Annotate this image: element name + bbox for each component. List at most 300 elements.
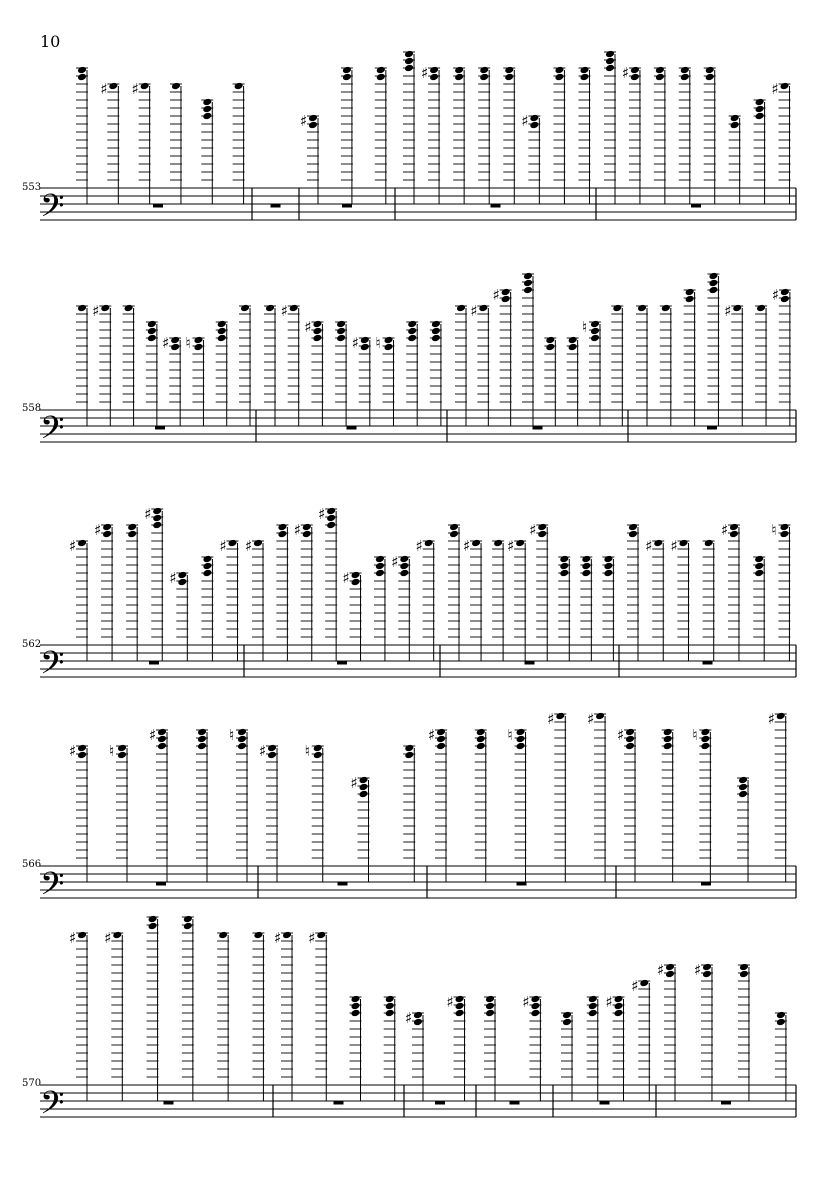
notehead	[581, 569, 591, 578]
measure-number-system-4: 566	[22, 859, 42, 870]
notehead	[385, 1002, 395, 1011]
sharp-icon: ♯	[693, 961, 702, 979]
notehead	[663, 742, 673, 751]
natural-icon: ♮	[304, 742, 311, 760]
notehead	[359, 790, 369, 799]
notehead	[282, 931, 292, 940]
sharp-icon: ♯	[131, 80, 139, 98]
notehead	[776, 1018, 786, 1027]
sharp-icon: ♯	[645, 537, 653, 555]
sharp-icon: ♯	[657, 961, 665, 979]
notehead	[237, 742, 247, 751]
sharp-icon: ♯	[308, 929, 316, 947]
notehead	[555, 712, 565, 721]
sharp-icon: ♯	[587, 710, 595, 728]
notehead	[456, 304, 466, 313]
notehead	[730, 114, 740, 123]
notehead	[217, 334, 227, 343]
sharp-icon: ♯	[245, 537, 253, 555]
bass-clef-icon: 𝄢	[40, 187, 65, 232]
notehead	[515, 539, 525, 548]
whole-rest	[721, 1101, 731, 1105]
bass-clef-icon: 𝄢	[40, 865, 65, 910]
notehead	[217, 320, 227, 329]
notehead	[375, 569, 385, 578]
notehead	[529, 121, 539, 130]
notehead	[588, 1009, 598, 1018]
notehead	[385, 1009, 395, 1018]
notehead	[739, 963, 749, 972]
notehead	[700, 728, 710, 737]
notehead	[603, 562, 613, 571]
notehead	[663, 728, 673, 737]
notehead	[312, 320, 322, 329]
measure-number-system-1: 553	[22, 182, 42, 193]
sharp-icon: ♯	[547, 710, 555, 728]
notehead	[605, 57, 615, 66]
notehead	[302, 530, 312, 539]
notehead	[152, 521, 162, 530]
notehead	[530, 1009, 540, 1018]
notehead	[588, 995, 598, 1004]
notehead	[628, 530, 638, 539]
sharp-icon: ♯	[529, 521, 537, 539]
notehead	[729, 530, 739, 539]
notehead	[501, 288, 511, 297]
notehead	[302, 523, 312, 532]
notehead	[776, 712, 786, 721]
notehead	[326, 521, 336, 530]
notehead	[476, 728, 486, 737]
notehead	[77, 304, 87, 313]
notehead	[431, 327, 441, 336]
sharp-icon: ♯	[104, 929, 112, 947]
notehead	[663, 735, 673, 744]
notehead	[501, 295, 511, 304]
notehead	[157, 728, 167, 737]
notehead	[738, 776, 748, 785]
notehead	[429, 66, 439, 75]
sharp-icon: ♯	[621, 64, 630, 82]
notehead	[228, 539, 238, 548]
notehead	[708, 279, 718, 288]
notehead	[708, 286, 718, 295]
notehead	[351, 578, 361, 587]
notehead	[313, 744, 323, 753]
notehead	[704, 539, 714, 548]
notehead	[554, 66, 564, 75]
notehead	[485, 1002, 495, 1011]
notehead	[590, 320, 600, 329]
notehead	[603, 555, 613, 564]
notehead	[516, 728, 526, 737]
notehead	[780, 288, 790, 297]
notehead	[630, 66, 640, 75]
sharp-icon: ♯	[149, 726, 157, 744]
notehead	[454, 66, 464, 75]
natural-icon: ♮	[185, 334, 191, 352]
sharp-icon: ♯	[507, 537, 515, 555]
notehead	[202, 569, 212, 578]
notehead	[202, 562, 212, 571]
notehead	[436, 728, 446, 737]
sharp-icon: ♯	[293, 521, 302, 539]
notehead	[653, 539, 663, 548]
notehead	[313, 751, 323, 760]
notehead	[404, 744, 414, 753]
notehead	[516, 742, 526, 751]
sharp-icon: ♯	[342, 569, 350, 587]
notehead	[580, 66, 590, 75]
notehead	[424, 539, 434, 548]
whole-rest	[149, 661, 159, 665]
notehead	[680, 66, 690, 75]
notehead	[738, 790, 748, 799]
notehead	[530, 1002, 540, 1011]
notehead	[590, 327, 600, 336]
notehead	[360, 343, 370, 352]
notehead	[455, 1002, 465, 1011]
notehead	[326, 514, 336, 523]
notehead	[431, 320, 441, 329]
notehead	[504, 73, 514, 82]
notehead	[351, 995, 361, 1004]
sharp-icon: ♯	[92, 302, 100, 320]
sharp-icon: ♯	[94, 521, 102, 539]
notehead	[449, 530, 459, 539]
sharp-icon: ♯	[720, 521, 729, 539]
notehead	[359, 783, 369, 792]
notehead	[665, 970, 675, 979]
notehead	[237, 735, 247, 744]
sharp-icon: ♯	[351, 334, 360, 352]
sharp-icon: ♯	[415, 537, 423, 555]
notehead	[240, 304, 250, 313]
natural-icon: ♮	[507, 726, 513, 744]
notehead	[436, 735, 446, 744]
notehead	[404, 57, 414, 66]
notehead	[685, 295, 695, 304]
sharp-icon: ♯	[617, 726, 625, 744]
notehead	[685, 288, 695, 297]
notehead	[776, 1011, 786, 1020]
notehead	[316, 931, 326, 940]
notehead	[77, 73, 87, 82]
sharp-icon: ♯	[162, 334, 170, 352]
notehead	[171, 82, 181, 91]
notehead	[562, 1011, 572, 1020]
notehead	[581, 555, 591, 564]
whole-rest	[703, 661, 713, 665]
whole-rest	[347, 426, 357, 430]
notehead	[588, 1002, 598, 1011]
notehead	[177, 571, 187, 580]
notehead	[595, 712, 605, 721]
notehead	[471, 539, 481, 548]
notehead	[157, 735, 167, 744]
notehead	[193, 343, 203, 352]
whole-rest	[271, 204, 281, 208]
notehead	[376, 66, 386, 75]
notehead	[700, 742, 710, 751]
sharp-icon: ♯	[446, 993, 454, 1011]
sharp-icon: ♯	[391, 553, 399, 571]
notehead	[197, 742, 207, 751]
notehead	[407, 327, 417, 336]
notehead	[413, 1011, 423, 1020]
notehead	[399, 555, 409, 564]
whole-rest	[701, 882, 711, 886]
notehead	[516, 735, 526, 744]
notehead	[780, 295, 790, 304]
notehead	[152, 514, 162, 523]
notehead	[754, 569, 764, 578]
notehead	[559, 555, 569, 564]
notehead	[253, 539, 263, 548]
notehead	[637, 304, 647, 313]
notehead	[202, 98, 212, 107]
notehead	[127, 523, 137, 532]
notehead	[605, 50, 615, 59]
notehead	[112, 931, 122, 940]
notehead	[739, 970, 749, 979]
notehead	[237, 728, 247, 737]
whole-rest	[342, 204, 352, 208]
notehead	[147, 320, 157, 329]
sharp-icon: ♯	[521, 112, 529, 130]
notehead	[559, 569, 569, 578]
notehead	[404, 64, 414, 73]
notehead	[385, 995, 395, 1004]
notehead	[197, 728, 207, 737]
notehead	[202, 555, 212, 564]
notehead	[312, 334, 322, 343]
notehead	[614, 1009, 624, 1018]
notehead	[308, 121, 318, 130]
sharp-icon: ♯	[631, 977, 639, 995]
notehead	[478, 304, 488, 313]
natural-icon: ♮	[771, 521, 777, 539]
notehead	[605, 64, 615, 73]
notehead	[147, 327, 157, 336]
notehead	[530, 995, 540, 1004]
sharp-icon: ♯	[69, 929, 77, 947]
notehead	[554, 73, 564, 82]
notehead	[108, 82, 118, 91]
notehead	[665, 963, 675, 972]
whole-rest	[517, 882, 527, 886]
notehead	[523, 286, 533, 295]
notehead	[590, 334, 600, 343]
notehead	[732, 304, 742, 313]
whole-rest	[510, 1101, 520, 1105]
notehead	[479, 66, 489, 75]
notehead	[351, 1002, 361, 1011]
sharp-icon: ♯	[274, 929, 282, 947]
whole-rest	[600, 1101, 610, 1105]
notehead	[407, 320, 417, 329]
notehead	[756, 304, 766, 313]
bass-clef-icon: 𝄢	[40, 644, 65, 689]
notehead	[336, 334, 346, 343]
notehead	[630, 73, 640, 82]
notehead	[455, 995, 465, 1004]
notehead	[399, 569, 409, 578]
notehead	[148, 922, 158, 931]
notehead	[754, 562, 764, 571]
sharp-icon: ♯	[69, 742, 77, 760]
notehead	[413, 1018, 423, 1027]
notehead	[581, 562, 591, 571]
sharp-icon: ♯	[405, 1009, 413, 1027]
notehead	[580, 73, 590, 82]
notehead	[351, 571, 361, 580]
whole-rest	[153, 204, 163, 208]
sharp-icon: ♯	[492, 286, 500, 304]
notehead	[157, 742, 167, 751]
notehead	[628, 523, 638, 532]
notehead	[351, 1009, 361, 1018]
notehead	[183, 915, 193, 924]
notehead	[177, 578, 187, 587]
notehead	[705, 66, 715, 75]
notehead	[147, 334, 157, 343]
sharp-icon: ♯	[169, 569, 177, 587]
notehead	[705, 73, 715, 82]
notehead	[407, 334, 417, 343]
whole-rest	[491, 204, 501, 208]
notehead	[77, 931, 87, 940]
notehead	[77, 539, 87, 548]
notehead	[253, 931, 263, 940]
notehead	[117, 751, 127, 760]
sharp-icon: ♯	[144, 505, 152, 523]
notehead	[336, 327, 346, 336]
notehead	[755, 105, 765, 114]
natural-icon: ♮	[229, 726, 235, 744]
notehead	[485, 1009, 495, 1018]
notehead	[429, 73, 439, 82]
notehead	[399, 562, 409, 571]
notehead	[431, 334, 441, 343]
sharp-icon: ♯	[300, 112, 308, 130]
whole-rest	[525, 661, 535, 665]
whole-rest	[435, 1101, 445, 1105]
notehead	[100, 304, 110, 313]
notehead	[202, 112, 212, 121]
sharp-icon: ♯	[100, 80, 108, 98]
notehead	[436, 742, 446, 751]
whole-rest	[707, 426, 717, 430]
notehead	[568, 336, 578, 345]
notehead	[559, 562, 569, 571]
bass-clef-icon: 𝄢	[40, 409, 65, 454]
notehead	[568, 343, 578, 352]
notehead	[359, 776, 369, 785]
whole-rest	[338, 882, 348, 886]
notehead	[308, 114, 318, 123]
notehead	[779, 523, 789, 532]
sharp-icon: ♯	[605, 993, 613, 1011]
notehead	[77, 744, 87, 753]
sharp-icon: ♯	[767, 710, 775, 728]
notehead	[289, 304, 299, 313]
whole-rest	[533, 426, 543, 430]
notehead	[702, 963, 712, 972]
notehead	[454, 73, 464, 82]
notehead	[537, 523, 547, 532]
notehead	[779, 530, 789, 539]
notehead	[404, 50, 414, 59]
notehead	[755, 112, 765, 121]
notehead	[312, 327, 322, 336]
notehead	[170, 336, 180, 345]
whole-rest	[164, 1101, 174, 1105]
notehead	[702, 970, 712, 979]
notehead	[523, 272, 533, 281]
notehead	[148, 915, 158, 924]
notehead	[360, 336, 370, 345]
natural-icon: ♮	[692, 726, 698, 744]
notehead	[476, 735, 486, 744]
sharp-icon: ♯	[724, 302, 732, 320]
sharp-icon: ♯	[304, 318, 312, 336]
natural-icon: ♮	[581, 318, 588, 336]
notehead	[625, 742, 635, 751]
notehead	[152, 507, 162, 516]
notehead	[625, 728, 635, 737]
notehead	[679, 539, 689, 548]
notehead	[170, 343, 180, 352]
notehead	[375, 562, 385, 571]
notehead	[603, 569, 613, 578]
notehead	[639, 979, 649, 988]
notehead	[404, 751, 414, 760]
bass-clef-icon: 𝄢	[40, 1084, 65, 1129]
sharp-icon: ♯	[771, 80, 779, 98]
natural-icon: ♮	[109, 742, 115, 760]
measure-number-system-2: 558	[22, 403, 42, 414]
notehead	[197, 735, 207, 744]
sharp-icon: ♯	[219, 537, 227, 555]
notehead	[265, 304, 275, 313]
notehead	[529, 114, 539, 123]
notehead	[102, 530, 112, 539]
sharp-icon: ♯	[463, 537, 471, 555]
notehead	[755, 98, 765, 107]
whole-rest	[691, 204, 701, 208]
notehead	[342, 73, 352, 82]
notehead	[479, 73, 489, 82]
notehead	[614, 1002, 624, 1011]
notehead	[537, 530, 547, 539]
notehead	[384, 336, 394, 345]
notehead	[183, 922, 193, 931]
notehead	[700, 735, 710, 744]
notehead	[680, 73, 690, 82]
notehead	[449, 523, 459, 532]
notehead	[375, 555, 385, 564]
notehead	[780, 82, 790, 91]
natural-icon: ♮	[375, 334, 381, 352]
notehead	[493, 539, 503, 548]
notehead	[277, 530, 287, 539]
sharp-icon: ♯	[280, 302, 288, 320]
notehead	[218, 931, 228, 940]
notehead	[738, 783, 748, 792]
notehead	[127, 530, 137, 539]
notehead	[523, 279, 533, 288]
